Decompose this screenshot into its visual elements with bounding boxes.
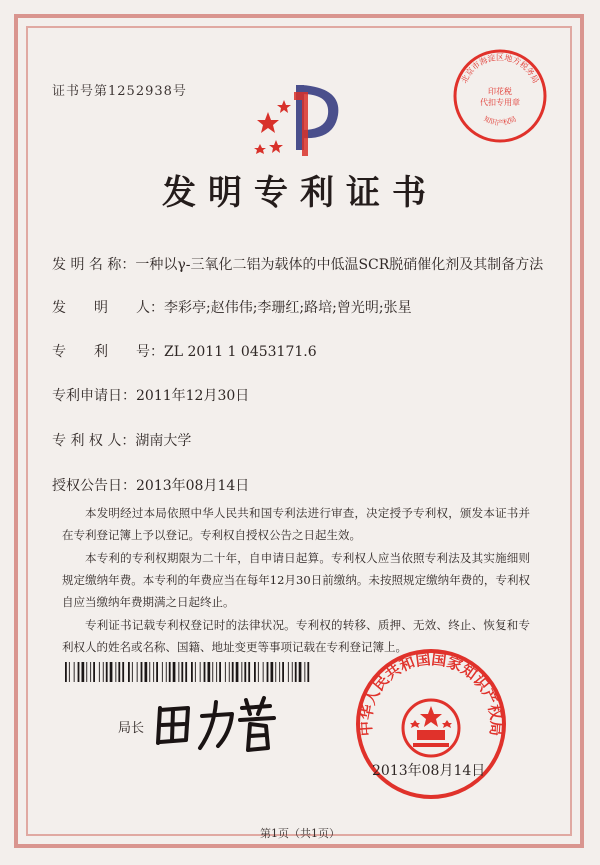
barcode-bar	[258, 662, 259, 682]
barcode-bar	[212, 662, 213, 682]
barcode-bar	[78, 662, 80, 682]
grant-date-row	[52, 475, 249, 495]
barcode-bar	[244, 662, 246, 682]
patent-office-logo	[246, 70, 356, 160]
barcode-bar	[145, 662, 148, 682]
certificate-title: 发明专利证书	[162, 173, 438, 213]
barcode-bar	[93, 662, 95, 682]
barcode-bar	[295, 662, 297, 682]
barcode-bar	[263, 662, 264, 682]
certificate-number: 证书号第1252938号	[52, 84, 187, 99]
barcode-bar	[162, 662, 163, 682]
tax-stamp-bottom-text: 知识产权局	[482, 114, 518, 127]
barcode-bar	[106, 662, 108, 682]
patent-number-row	[52, 341, 317, 361]
tax-stamp-center-2: 代扣专用章	[480, 98, 520, 107]
patentee-label: 专 利 权 人：	[52, 433, 136, 449]
national-emblem	[403, 700, 459, 756]
inventors-label: 发 明 人：	[52, 300, 164, 316]
barcode-bar	[191, 662, 193, 682]
barcode-bar	[153, 662, 154, 682]
director-label: 局长	[118, 721, 145, 736]
barcode-bar	[166, 662, 167, 682]
inventors-value: 李彩亭;赵伟伟;李珊红;路培;曾光明;张星	[164, 300, 412, 316]
barcode-bar	[282, 662, 284, 682]
barcode-bar	[292, 662, 293, 682]
filing-date-label: 专利申请日：	[52, 388, 136, 404]
barcode-bar	[275, 662, 276, 682]
barcode-bar	[299, 662, 302, 682]
tax-stamp-ring-text: 北京市海淀区地方税务局	[459, 53, 541, 85]
barcode-bar	[74, 662, 75, 682]
barcode-bar	[86, 662, 87, 682]
barcode-bar	[241, 662, 242, 682]
barcode-bar	[178, 662, 179, 682]
invention-name-row	[52, 254, 543, 274]
barcode-bar	[156, 662, 158, 682]
barcode-bar	[65, 662, 67, 682]
barcode-bar	[236, 662, 239, 682]
patent-number-label: 专 利 号：	[52, 344, 164, 360]
barcode-bar	[173, 662, 176, 682]
barcode-bar	[271, 662, 274, 682]
barcode-bar	[185, 662, 187, 682]
barcode-bar	[122, 662, 124, 682]
barcode-bar	[132, 662, 133, 682]
page-number: 第1页（共1页）	[260, 827, 340, 840]
signature-date: 2013年08月14日	[372, 763, 486, 779]
barcode-bar	[229, 662, 230, 682]
patentee-value: 湖南大学	[135, 433, 192, 449]
barcode-bar	[99, 662, 100, 682]
barcode	[65, 662, 313, 682]
barcode-bar	[169, 662, 171, 682]
barcode-bar	[232, 662, 234, 682]
body-paragraph-2: 本专利的专利权期限为二十年，自申请日起算。专利权人应当依照专利法及其实施细则规定缴纳年费。本专利的年费应当在每年12月30日前缴纳。未按照规定缴纳年费的，专利权自应当缴纳年费期满之日起终止。	[62, 551, 530, 609]
barcode-bar	[304, 662, 305, 682]
body-paragraph-1: 本发明经过本局依照中华人民共和国专利法进行审查，决定授予专利权，颁发本证书并在专利登记簿上予以登记。专利权自授权公告之日起生效。	[62, 506, 530, 542]
barcode-bar	[181, 662, 183, 682]
barcode-bar	[225, 662, 226, 682]
svg-text:知识产权局	[482, 114, 517, 127]
barcode-bar	[110, 662, 113, 682]
grant-date-label: 授权公告日：	[52, 478, 136, 494]
svg-text:北京市海淀区地方税务局	[459, 52, 541, 84]
director-signature	[150, 688, 280, 758]
barcode-bar	[118, 662, 120, 682]
barcode-bar	[288, 662, 289, 682]
patentee-row	[52, 430, 191, 450]
barcode-bar	[254, 662, 256, 682]
inventors-row	[52, 297, 412, 317]
barcode-bar	[267, 662, 269, 682]
barcode-bar	[216, 662, 217, 682]
patent-number-value: ZL 2011 1 0453171.6	[164, 344, 317, 360]
certificate-body	[62, 502, 530, 659]
barcode-bar	[219, 662, 221, 682]
barcode-bar	[115, 662, 116, 682]
invention-name-label: 发 明 名 称：	[52, 257, 136, 273]
barcode-bar	[279, 662, 280, 682]
barcode-bar	[200, 662, 201, 682]
barcode-bar	[141, 662, 143, 682]
barcode-bar	[137, 662, 138, 682]
tax-stamp	[452, 48, 548, 144]
barcode-bar	[248, 662, 250, 682]
barcode-bar	[103, 662, 104, 682]
barcode-bar	[82, 662, 85, 682]
grant-date-value: 2013年08月14日	[136, 478, 250, 494]
barcode-bar	[195, 662, 196, 682]
filing-date-row	[52, 385, 249, 405]
invention-name-value: 一种以γ-三氧化二铝为载体的中低温SCR脱硝催化剂及其制备方法	[135, 257, 544, 273]
barcode-bar	[69, 662, 70, 682]
barcode-bar	[90, 662, 91, 682]
barcode-bar	[149, 662, 150, 682]
svg-text:中华人民共和国国家知识产权局	[357, 650, 506, 736]
body-paragraph-3: 专利证书记载专利权登记时的法律状况。专利权的转移、质押、无效、终止、恢复和专利权人的姓名或名称、国籍、地址变更等事项记载在专利登记簿上。	[62, 618, 530, 654]
tax-stamp-center-1: 印花税	[488, 87, 512, 96]
filing-date-value: 2011年12月30日	[136, 388, 250, 404]
seal-ring-text: 中华人民共和国国家知识产权局	[356, 650, 506, 737]
barcode-bar	[128, 662, 130, 682]
barcode-bar	[204, 662, 206, 682]
barcode-bar	[208, 662, 211, 682]
barcode-bar	[307, 662, 309, 682]
